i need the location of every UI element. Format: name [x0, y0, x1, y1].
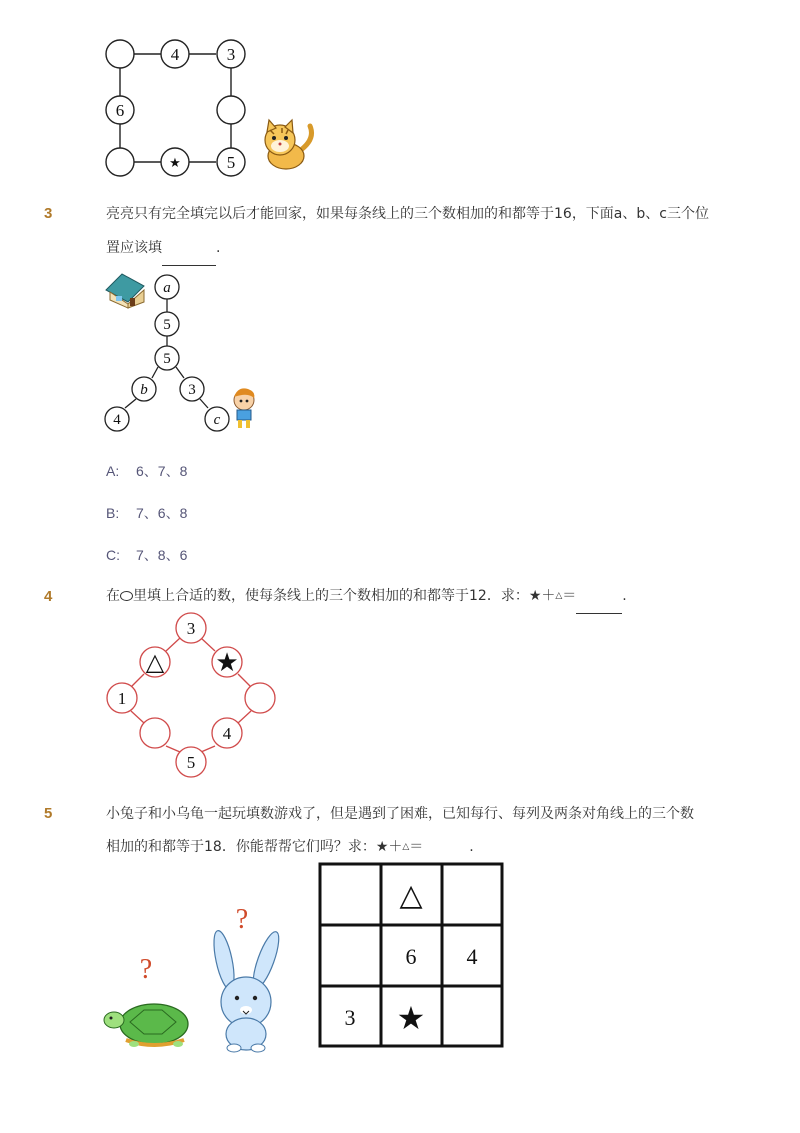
q5-text-suffix: . [469, 839, 474, 855]
q3-option-b-label: B: [106, 505, 120, 521]
q3-option-c[interactable] [106, 545, 187, 565]
q2-value-bottom-right: 5 [226, 153, 236, 172]
q5-answer-blank[interactable] [423, 830, 469, 865]
q4-text-prefix: 在 [106, 588, 120, 604]
q4-star-node: ★ [215, 648, 239, 678]
question-number-4: 4 [44, 588, 53, 605]
q4-triangle-symbol: △ [555, 591, 563, 601]
q3-node-4: 4 [113, 412, 121, 428]
q4-node-left: 1 [117, 689, 127, 708]
q3-node-c: c [213, 412, 221, 428]
q3-option-a[interactable] [106, 461, 187, 481]
small-circle-icon [120, 591, 133, 601]
q3-option-a-value: 6、7、8 [136, 463, 188, 479]
q4-node-bottom: 5 [186, 753, 196, 772]
q4-text-middle: 里填上合适的数，使每条线上的三个数相加的和都等于12．求：★＋ [133, 588, 556, 604]
house-illustration [106, 274, 144, 308]
q4-triangle-node: △ [145, 648, 165, 676]
grid-cell-r2c2: 6 [405, 944, 417, 969]
q4-text-equals: ＝ [562, 588, 577, 604]
cat-illustration [265, 120, 312, 169]
grid-cell-triangle: △ [399, 878, 423, 913]
q2-circle-middle-right [217, 96, 245, 124]
q3-node-3: 3 [188, 382, 196, 398]
q2-value-middle-left: 6 [115, 101, 125, 120]
q5-triangle-symbol: △ [402, 842, 410, 852]
grid-cell-r3c1: 3 [344, 1005, 356, 1030]
q2-value-top-middle: 4 [170, 45, 180, 64]
q4-node-top: 3 [186, 619, 196, 638]
grid-cell-star: ★ [396, 999, 426, 1037]
q3-option-a-label: A: [106, 463, 120, 479]
grid-cell-r2c3: 4 [466, 944, 478, 969]
question-number-3: 3 [44, 205, 53, 222]
q3-option-b-value: 7、6、8 [136, 505, 188, 521]
q4-answer-blank[interactable] [576, 579, 622, 614]
q3-node-b: b [140, 382, 148, 398]
q3-node-a: a [163, 280, 171, 296]
q5-text-line-1: 小兔子和小乌龟一起玩填数游戏了，但是遇到了困难，已知每行、每列及两条对角线上的三个数 [106, 806, 694, 822]
q4-diamond-figure [100, 610, 290, 780]
q3-text-line-2 [106, 231, 220, 266]
q3-text-line-1: 亮亮只有完全填完以后才能回家，如果每条线上的三个数相加的和都等于16，下面a、b、c三个位 [106, 206, 709, 222]
boy-illustration [234, 388, 254, 428]
q4-text-suffix: . [622, 588, 627, 604]
rabbit-icon [210, 929, 284, 1052]
q5-text-line-2 [106, 830, 474, 865]
turtle-icon [104, 1004, 188, 1047]
q3-figure [100, 268, 280, 440]
q5-grid [318, 862, 504, 1048]
q4-text [106, 579, 627, 614]
q3-node-5-center: 5 [163, 351, 171, 367]
q2-circle-bottom-left [106, 148, 134, 176]
q2-square-figure [100, 36, 320, 184]
rabbit-question-mark: ? [235, 904, 249, 935]
q3-option-b[interactable] [106, 503, 187, 523]
q2-value-top-right: 3 [226, 45, 236, 64]
q3-node-5-upper: 5 [163, 317, 171, 333]
q3-option-c-value: 7、8、6 [136, 547, 188, 563]
turtle-question-mark: ? [139, 954, 153, 985]
q4-node-lower-right: 4 [222, 724, 232, 743]
question-number-5: 5 [44, 805, 53, 822]
q3-text-prefix: 置应该填 [106, 240, 162, 256]
q2-star-symbol: ★ [169, 156, 181, 171]
q5-text-equals: ＝ [409, 839, 424, 855]
q3-text-suffix: . [216, 240, 221, 256]
q3-option-c-label: C: [106, 547, 120, 563]
animals-illustration [100, 900, 300, 1060]
q5-text-prefix: 相加的和都等于18．你能帮帮它们吗？求：★＋ [106, 839, 403, 855]
q2-circle-top-left [106, 40, 134, 68]
q3-answer-blank[interactable] [162, 231, 216, 266]
